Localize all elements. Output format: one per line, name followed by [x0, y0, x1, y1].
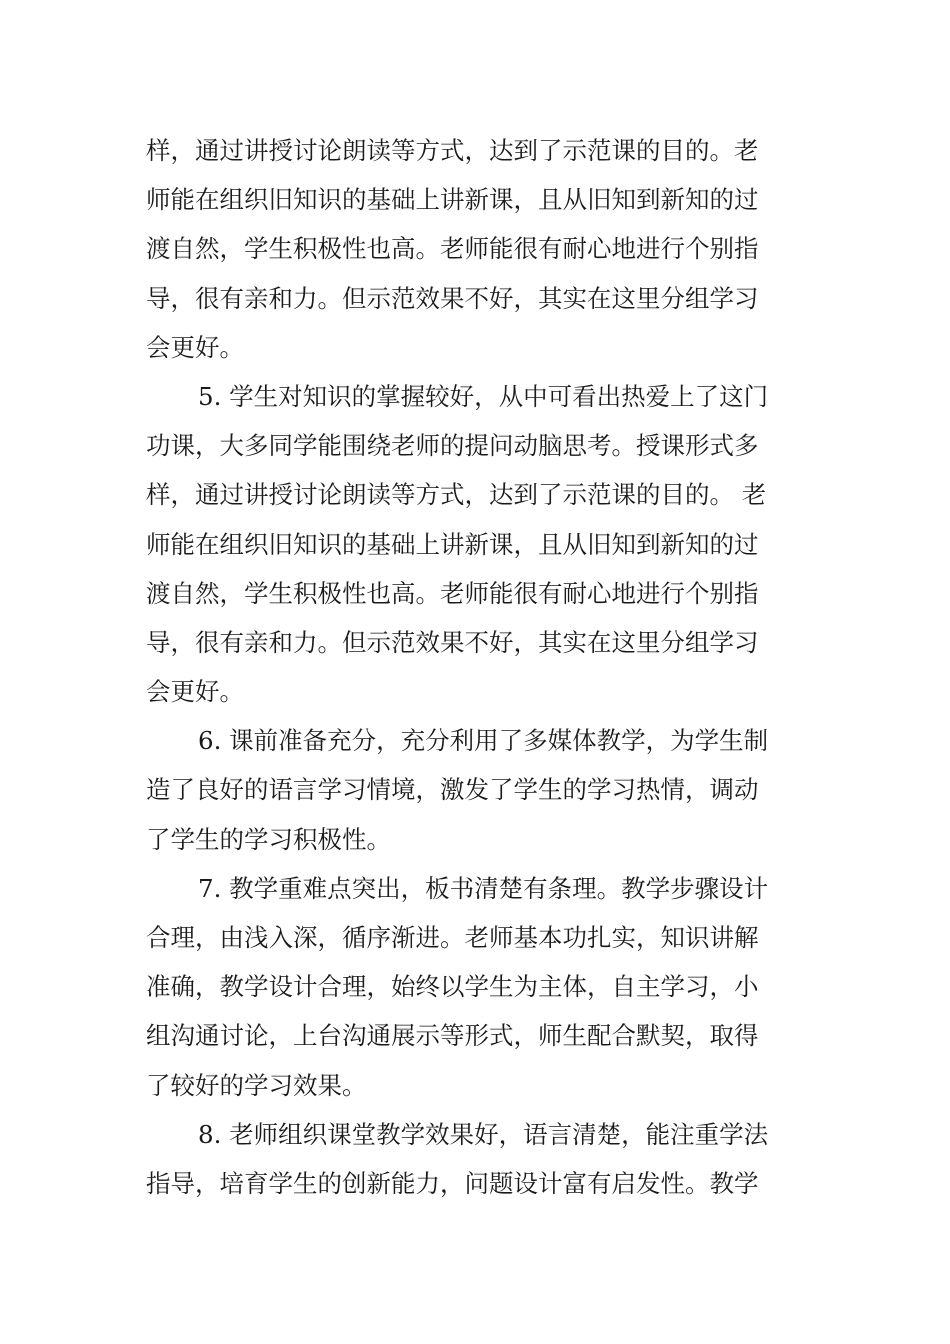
text-line: 了较好的学习效果。 [146, 1070, 367, 1100]
text-line: 师能在组织旧知识的基础上讲新课，且从旧知到新知的过 [146, 185, 759, 215]
document-body [146, 126, 806, 1208]
text-line: 会更好。 [146, 677, 244, 707]
paragraph-continued [146, 126, 806, 372]
paragraph-item-7 [146, 864, 806, 1110]
text-line: 渡自然，学生积极性也高。老师能很有耐心地进行个别指 [146, 234, 759, 264]
paragraph-item-5 [146, 372, 806, 716]
text-line: 会更好。 [146, 332, 244, 362]
text-line: 指导，培育学生的创新能力，问题设计富有启发性。教学 [146, 1168, 759, 1198]
text-line: 合理，由浅入深，循序渐进。老师基本功扎实，知识讲解 [146, 923, 759, 952]
paragraph-item-6 [146, 716, 806, 864]
text-line: 组沟通讨论，上台沟通展示等形式，师生配合默契，取得 [146, 1021, 759, 1051]
text-line: 准确，教学设计合理，始终以学生为主体，自主学习，小 [146, 972, 759, 1002]
text-line: 5. 学生对知识的掌握较好，从中可看出热爱上了这门 [198, 381, 769, 411]
text-line: 样，通过讲授讨论朗读等方式，达到了示范课的目的。 老 [146, 480, 767, 510]
text-line: 6. 课前准备充分，充分利用了多媒体教学，为学生制 [198, 726, 769, 756]
text-line: 造了良好的语言学习情境，激发了学生的学习热情，调动 [146, 775, 759, 805]
text-line: 样，通过讲授讨论朗读等方式，达到了示范课的目的。老 [146, 136, 759, 165]
text-line: 功课，大多同学能围绕老师的提问动脑思考。授课形式多 [146, 431, 759, 461]
text-line: 导，很有亲和力。但示范效果不好，其实在这里分组学习 [146, 283, 759, 313]
text-line: 导，很有亲和力。但示范效果不好，其实在这里分组学习 [146, 627, 759, 657]
text-line: 8. 老师组织课堂教学效果好，语言清楚，能注重学法 [198, 1119, 769, 1149]
text-line: 师能在组织旧知识的基础上讲新课，且从旧知到新知的过 [146, 529, 759, 559]
text-line: 7. 教学重难点突出，板书清楚有条理。教学步骤设计 [198, 873, 769, 903]
text-line: 渡自然，学生积极性也高。老师能很有耐心地进行个别指 [146, 578, 759, 608]
paragraph-item-8 [146, 1110, 806, 1208]
text-line: 了学生的学习积极性。 [146, 824, 391, 854]
